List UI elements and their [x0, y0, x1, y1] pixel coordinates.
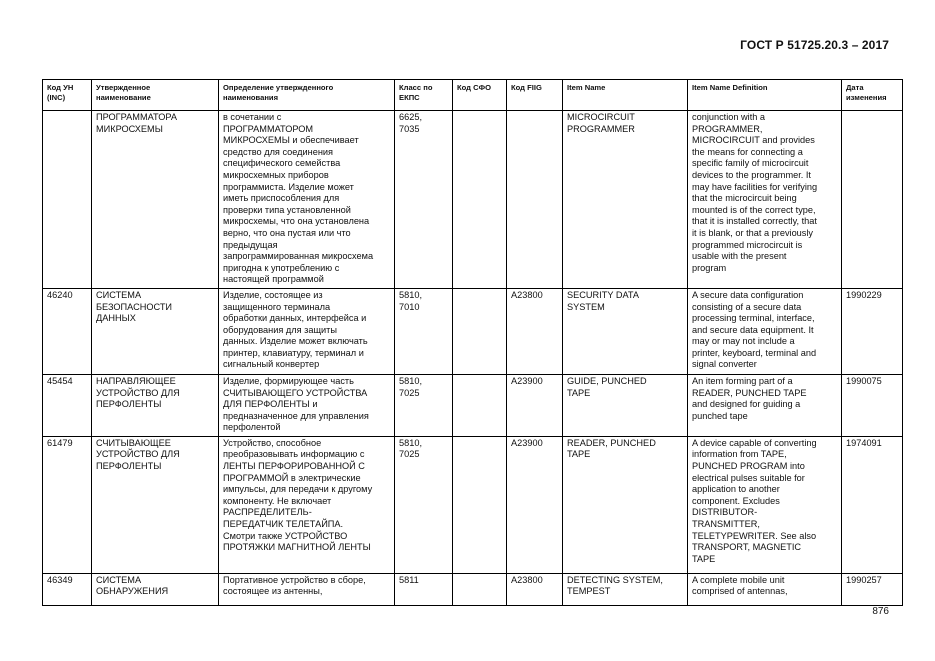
cell-column-definition-ru: Устройство, способное преобразовывать информацию с ЛЕНТЫ ПЕРФОРИРОВАННОЙ С ПРОГРАММОЙ в электрические импульсы, для передачи к другому компоненту. Не включает РАСПРЕДЕЛИТЕЛЬ- ПЕРЕДАТЧИК ТЕЛЕТАЙПА. Смотри также УСТРОЙСТВО ПРОТЯЖКИ МАГНИТНОЙ ЛЕНТЫ [219, 436, 395, 573]
cell-column-date: 1990257 [842, 573, 903, 605]
cell-column-fiig: A23900 [507, 374, 563, 436]
cell-column-sfo [453, 111, 507, 289]
table-row [43, 111, 903, 289]
header-column-definition-ru: Определение утвержденного наименования [219, 80, 395, 111]
header-column-name-ru: Утвержденное наименование [92, 80, 219, 111]
page-number: 876 [872, 606, 889, 617]
cell-column-inc: 61479 [43, 436, 92, 573]
cell-column-sfo [453, 573, 507, 605]
table-row [43, 288, 903, 374]
cell-column-definition-en: A secure data configuration consisting of a secure data processing terminal, interface, and secure data equipment. It may or may not include a printer, keyboard, terminal and signal converter [688, 288, 842, 374]
cell-column-fiig: A23800 [507, 573, 563, 605]
cell-column-date: 1990075 [842, 374, 903, 436]
cell-column-sfo [453, 374, 507, 436]
cell-column-name-ru: НАПРАВЛЯЮЩЕЕ УСТРОЙСТВО ДЛЯ ПЕРФОЛЕНТЫ [92, 374, 219, 436]
document-code: ГОСТ Р 51725.20.3 – 2017 [740, 38, 889, 52]
header-column-definition-en: Item Name Definition [688, 80, 842, 111]
cell-column-name-ru: СИСТЕМА ОБНАРУЖЕНИЯ [92, 573, 219, 605]
table-body [43, 111, 903, 606]
cell-column-item-name: MICROCIRCUIT PROGRAMMER [563, 111, 688, 289]
cell-column-fiig [507, 111, 563, 289]
cell-column-date: 1990229 [842, 288, 903, 374]
header-column-item-name: Item Name [563, 80, 688, 111]
cell-column-definition-ru: Изделие, состоящее из защищенного терминала обработки данных, интерфейса и оборудования для защиты данных. Изделие может включать принтер, клавиатуру, терминал и сигнальный конвертер [219, 288, 395, 374]
cell-column-date [842, 111, 903, 289]
cell-column-definition-ru: Портативное устройство в сборе, состоящее из антенны, [219, 573, 395, 605]
header-column-sfo: Код СФО [453, 80, 507, 111]
header-column-inc: Код УН (INC) [43, 80, 92, 111]
cell-column-item-name: GUIDE, PUNCHED TAPE [563, 374, 688, 436]
cell-column-date: 1974091 [842, 436, 903, 573]
cell-column-fiig: A23800 [507, 288, 563, 374]
cell-column-inc: 46349 [43, 573, 92, 605]
cell-column-definition-en: A complete mobile unit comprised of antennas, [688, 573, 842, 605]
cell-column-definition-en: conjunction with a PROGRAMMER, MICROCIRCUIT and provides the means for connecting a specific family of microcircuit devices to the programmer. It may have facilities for verifying that the microcircuit being mounted is of the correct type, that it is installed correctly, that it is blank, or that a previously programmed microcircuit is usable with the present program [688, 111, 842, 289]
cell-column-sfo [453, 288, 507, 374]
cell-column-class: 5810, 7025 [395, 436, 453, 573]
catalog-table [42, 79, 903, 606]
cell-column-inc: 45454 [43, 374, 92, 436]
cell-column-inc: 46240 [43, 288, 92, 374]
cell-column-definition-ru: в сочетании с ПРОГРАММАТОРОМ МИКРОСХЕМЫ и обеспечивает средство для соединения специфического семейства микросхемных приборов программиста. Изделие может иметь приспособления для проверки типа установленной микросхемы, что она установлена верно, что она пустая или что предыдущая запрограммированная микросхема пригодна к употреблению с настоящей программой [219, 111, 395, 289]
table-row [43, 374, 903, 436]
cell-column-definition-en: An item forming part of a READER, PUNCHED TAPE and designed for guiding a punched tape [688, 374, 842, 436]
cell-column-name-ru: ПРОГРАММАТОРА МИКРОСХЕМЫ [92, 111, 219, 289]
cell-column-definition-ru: Изделие, формирующее часть СЧИТЫВАЮЩЕГО УСТРОЙСТВА ДЛЯ ПЕРФОЛЕНТЫ и предназначенное для управления перфолентой [219, 374, 395, 436]
cell-column-definition-en: A device capable of converting information from TAPE, PUNCHED PROGRAM into electrical pulses suitable for application to another component. Excludes DISTRIBUTOR- TRANSMITTER, TELETYPEWRITER. See also TRANSPORT, MAGNETIC TAPE [688, 436, 842, 573]
cell-column-inc [43, 111, 92, 289]
table-row [43, 573, 903, 605]
table-header-row [43, 80, 903, 111]
cell-column-class: 5810, 7025 [395, 374, 453, 436]
cell-column-item-name: SECURITY DATA SYSTEM [563, 288, 688, 374]
cell-column-class: 5810, 7010 [395, 288, 453, 374]
cell-column-class: 6625, 7035 [395, 111, 453, 289]
cell-column-item-name: DETECTING SYSTEM, TEMPEST [563, 573, 688, 605]
cell-column-fiig: A23900 [507, 436, 563, 573]
cell-column-sfo [453, 436, 507, 573]
header-column-fiig: Код FIIG [507, 80, 563, 111]
cell-column-item-name: READER, PUNCHED TAPE [563, 436, 688, 573]
header-column-class: Класс по ЕКПС [395, 80, 453, 111]
header-column-date: Дата изменения [842, 80, 903, 111]
cell-column-name-ru: СИСТЕМА БЕЗОПАСНОСТИ ДАННЫХ [92, 288, 219, 374]
cell-column-name-ru: СЧИТЫВАЮЩЕЕ УСТРОЙСТВО ДЛЯ ПЕРФОЛЕНТЫ [92, 436, 219, 573]
table-row [43, 436, 903, 573]
cell-column-class: 5811 [395, 573, 453, 605]
